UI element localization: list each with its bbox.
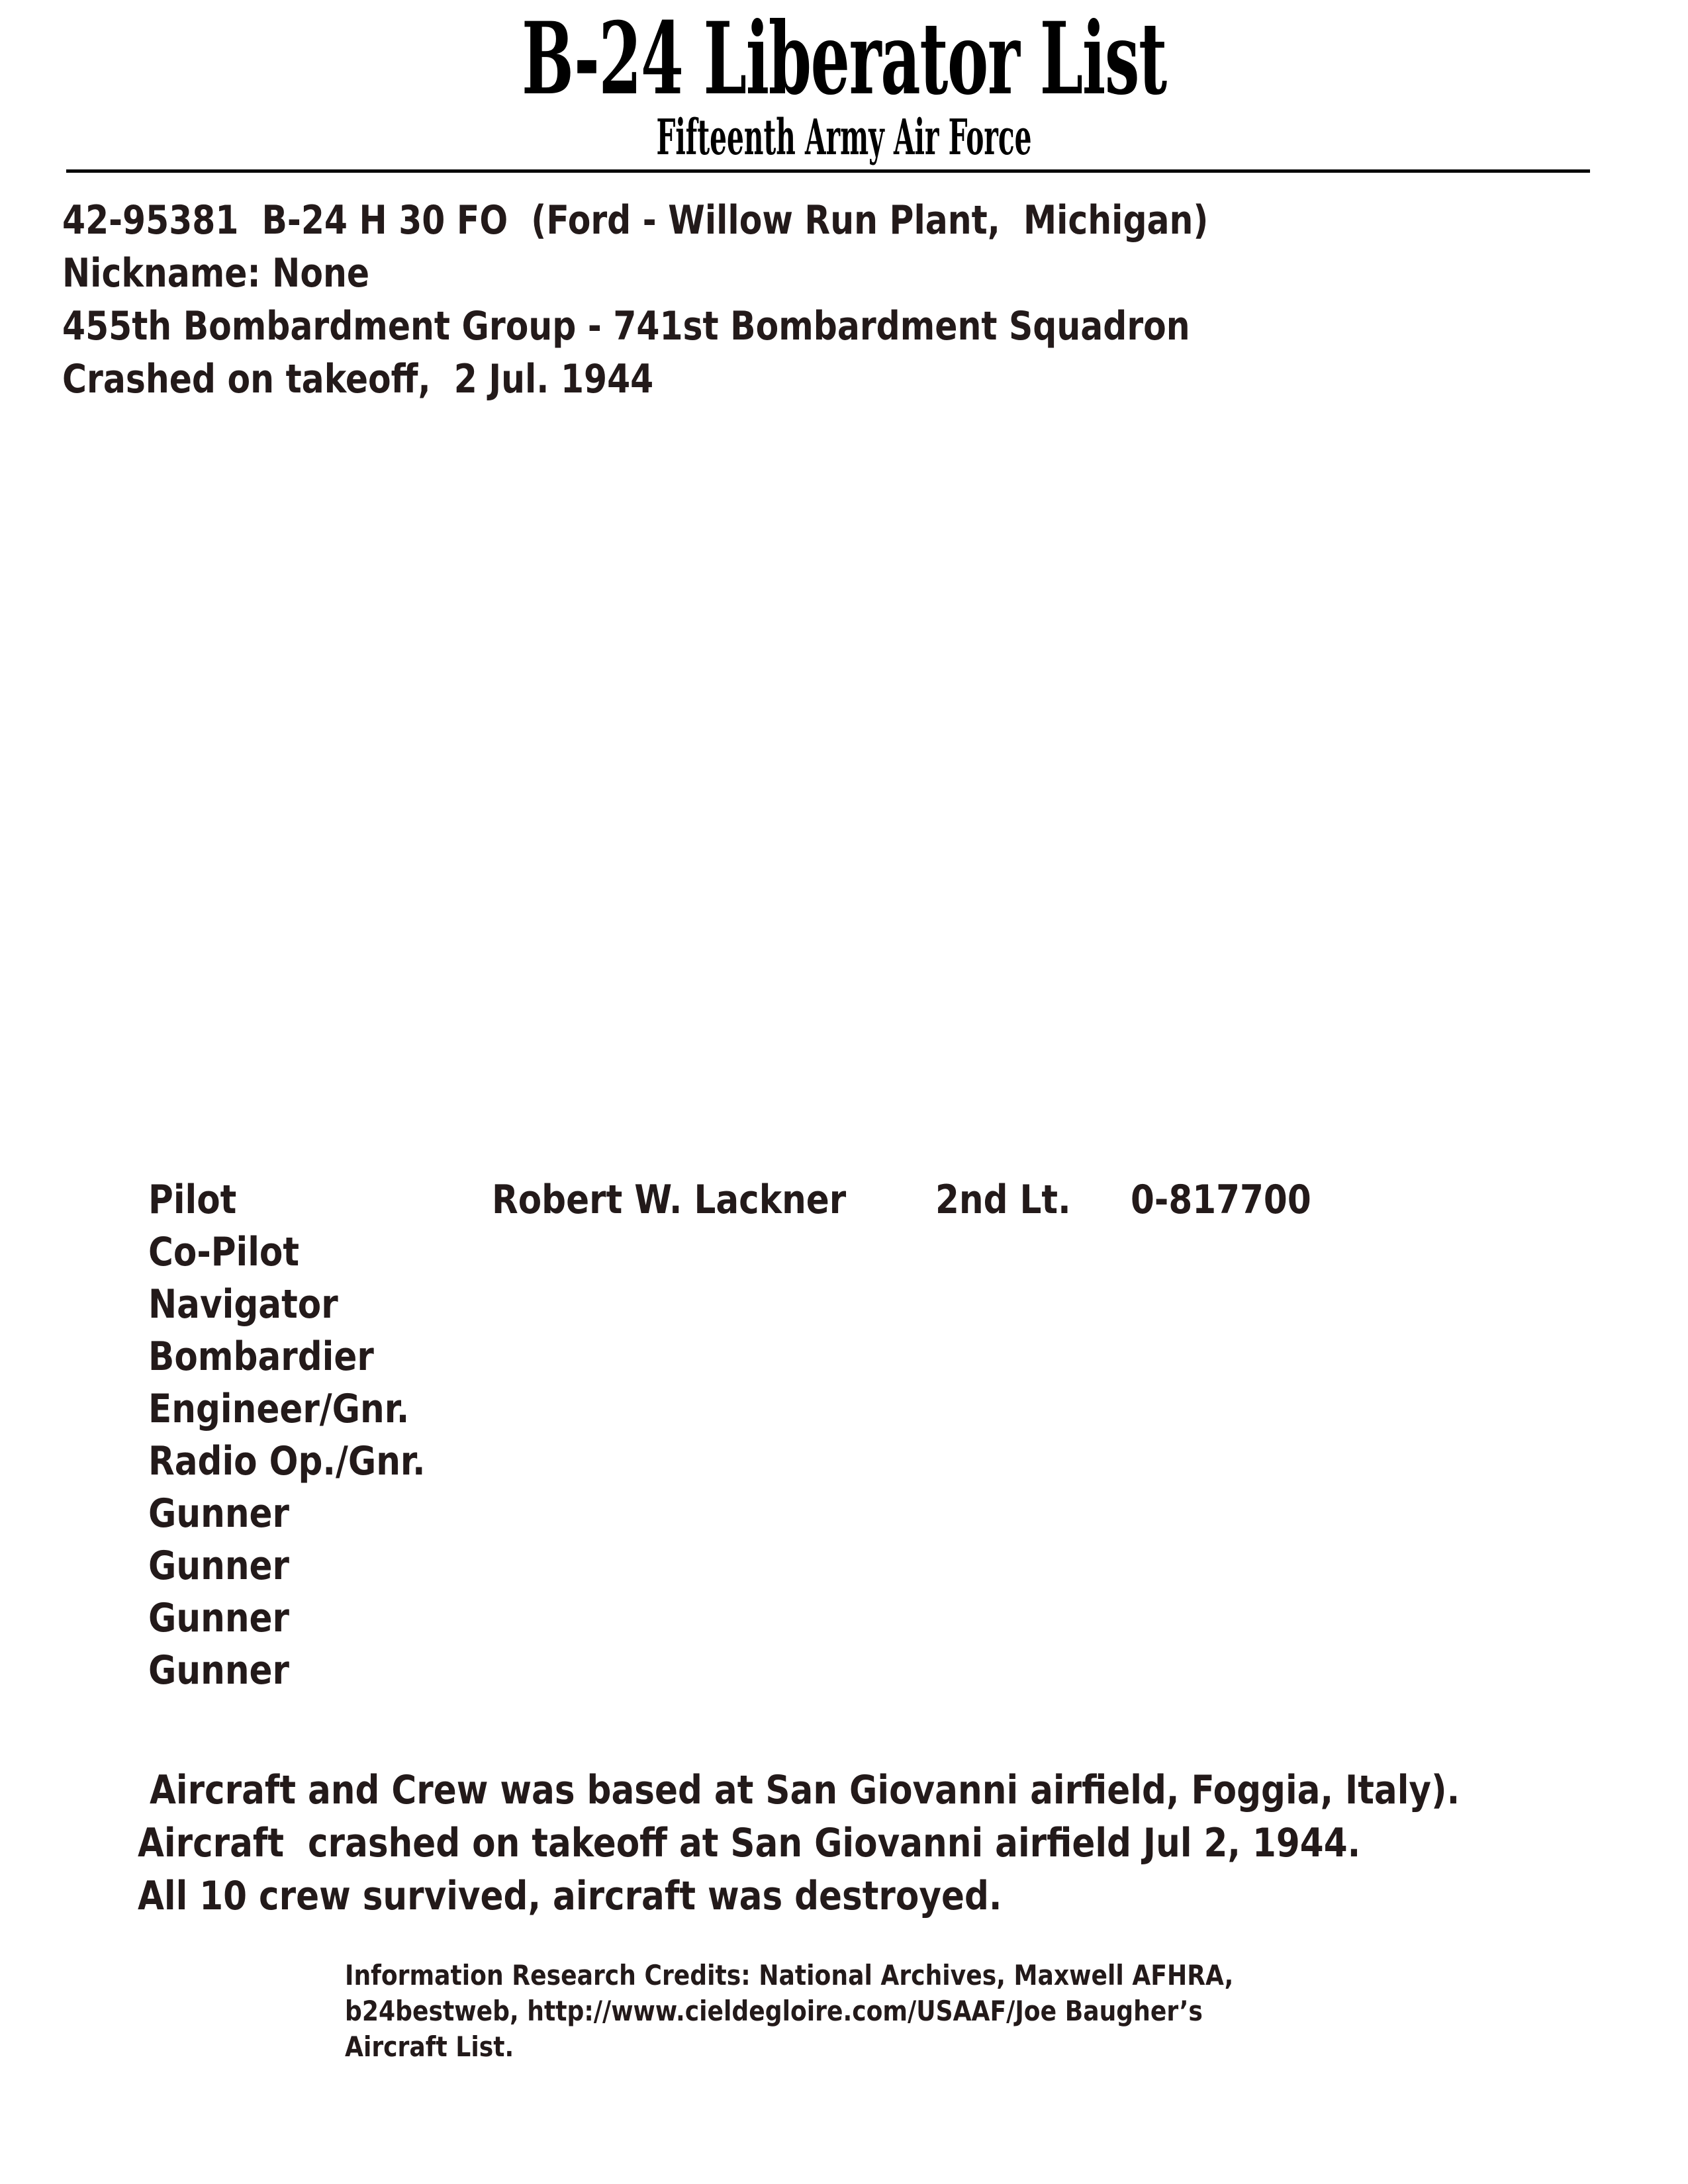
crew-position: Gunner [148, 1647, 290, 1694]
crew-position: Radio Op./Gnr. [148, 1438, 426, 1484]
aircraft-unit: 455th Bombardment Group - 741st Bombardment Squadron [62, 303, 1190, 349]
aircraft-fate: Crashed on takeoff, 2 Jul. 1944 [62, 356, 654, 402]
crew-position: Pilot [148, 1177, 237, 1223]
crew-position: Co-Pilot [148, 1229, 300, 1275]
crew-position: Navigator [148, 1281, 338, 1328]
crew-serial: 0-817700 [1131, 1177, 1311, 1223]
header-divider [66, 169, 1590, 173]
crew-position: Bombardier [148, 1334, 374, 1380]
summary-line: Aircraft and Crew was based at San Giovanni airfield, Foggia, Italy). [138, 1767, 1460, 1813]
summary-line: Aircraft crashed on takeoff at San Giovanni airfield Jul 2, 1944. [138, 1820, 1361, 1866]
summary-line: All 10 crew survived, aircraft was destroyed. [138, 1873, 1002, 1919]
credits-line: Information Research Credits: National Archives, Maxwell AFHRA, [345, 1959, 1234, 1991]
page-subtitle: Fifteenth Army Air Force [656, 109, 1032, 166]
credits-line: Aircraft List. [345, 2030, 514, 2063]
crew-position: Gunner [148, 1543, 290, 1589]
credits-line: b24bestweb, http://www.cieldegloire.com/USAAF/Joe Baugher’s [345, 1995, 1203, 2027]
page-title: B-24 Liberator List [522, 1, 1166, 117]
crew-position: Gunner [148, 1490, 290, 1537]
crew-position: Gunner [148, 1595, 290, 1641]
crew-rank: 2nd Lt. [935, 1177, 1071, 1223]
aircraft-nickname: Nickname: None [62, 250, 370, 296]
crew-name: Robert W. Lackner [492, 1177, 847, 1223]
crew-position: Engineer/Gnr. [148, 1386, 410, 1432]
aircraft-serial-model: 42-95381 B-24 H 30 FO (Ford - Willow Run Plant, Michigan) [62, 197, 1209, 244]
